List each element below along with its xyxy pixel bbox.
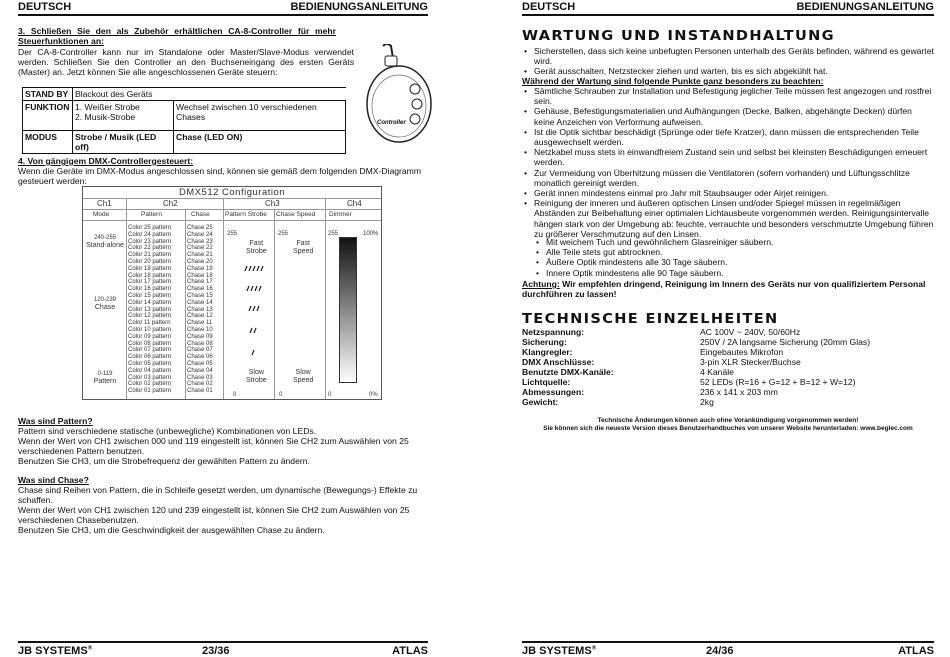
list-item: • Reinigung der inneren und äußeren optischen Linsen und/oder Spiegel müssen in regelmäßigen Abständen zur Beibehaltung einer optimalen Lichtausbeute vorgenommen werden. Reinigungsintervalle hängen stark von der Umgebung ab: feuchte, verrauchte und besonders verschmutzte Umgebung führen zu größerer Verschmutzung auf den Linsen. xyxy=(522,198,934,239)
max-value: 255 xyxy=(278,231,289,237)
table-cell: MODUS xyxy=(23,131,73,154)
chase-text-2: Wenn der Wert von CH1 zwischen 120 und 239 eingestellt ist, können Sie CH2 zum Auswählen von 25 verschiedenen Chasebenutzen. xyxy=(18,505,410,526)
function-item-2: 2. Musik-Strobe xyxy=(75,112,136,122)
maintenance-heading: WARTUNG UND INSTANDHALTUNG xyxy=(522,29,835,44)
spec-row xyxy=(522,377,870,387)
spec-value: 3-pin XLR Stecker/Buchse xyxy=(700,357,801,367)
table-cell: STAND BY xyxy=(23,88,73,101)
list-item: • Gerät ausschalten, Netzstecker ziehen und warten, bis es sich abgekühlt hat. xyxy=(522,66,934,76)
slow-strobe-label: Slow Strobe xyxy=(246,369,267,384)
table-cell xyxy=(73,101,174,131)
page-number: 23/36 xyxy=(202,645,230,657)
header-language: DEUTSCH xyxy=(522,1,576,13)
spec-row xyxy=(522,347,870,357)
page-footer xyxy=(522,641,934,657)
spec-row xyxy=(522,337,870,347)
cleaning-sub-list xyxy=(522,237,934,278)
spec-value: 236 x 141 x 203 mm xyxy=(700,387,778,397)
pattern-text-2: Wenn der Wert von CH1 zwischen 000 und 119 eingestellt ist, können Sie CH2 zum Auswählen von 25 verschiedenen Pattern benutzen. xyxy=(18,436,409,457)
ch1-range: 240-255 Stand-alone xyxy=(86,235,124,249)
controller-label: Controller xyxy=(377,120,406,126)
spec-row xyxy=(522,357,870,367)
max-value: 255 xyxy=(328,231,339,237)
chase-text-3: Benutzen Sie CH3, um die Geschwindigkeit der ausgewählten Chase zu ändern. xyxy=(18,525,325,535)
list-item: • Gehäuse, Befestigungsmaterialien und Aufhängungen (Decke, Balken, abgehängte Decken) dürfen keine Anzeichen von Verformung aufweisen. xyxy=(522,106,934,126)
spec-value: 52 LEDs (R=16 + G=12 + B=12 + W=12) xyxy=(700,377,856,387)
spec-label: Abmessungen: xyxy=(522,387,585,397)
spec-label: Benutzte DMX-Kanäle: xyxy=(522,367,614,377)
mode-label: Pattern Strobe xyxy=(225,211,267,218)
spec-label: Klangregler: xyxy=(522,347,573,357)
footer-brand: JB SYSTEMS® xyxy=(522,645,597,657)
spec-label: Gewicht: xyxy=(522,397,559,407)
mode-label: Pattern xyxy=(141,211,162,218)
spec-row xyxy=(522,397,870,407)
footer-product: ATLAS xyxy=(898,645,934,657)
table-cell: Wechsel zwischen 10 verschiedenen Chases xyxy=(174,101,346,131)
footer-brand: JB SYSTEMS® xyxy=(18,645,93,657)
section4-title: 4. Von gängigem DMX-Controllergesteuert: xyxy=(18,156,194,166)
maintenance-intro-list xyxy=(522,46,934,77)
slow-speed-label: Slow Speed xyxy=(293,369,314,384)
channel-label: Ch2 xyxy=(163,199,178,208)
left-page xyxy=(18,0,428,657)
warning-note: Achtung: Wir empfehlen dringend, Reinigung im Innern des Geräts nur von qualifiziertem Personal durchführen zu lassen! xyxy=(522,279,926,300)
spec-label: Sicherung: xyxy=(522,337,567,347)
page-header xyxy=(18,0,428,16)
spec-value: 2kg xyxy=(700,397,714,407)
changes-note: Technische Änderungen können auch ohne Vorankündigung vorgenommen werden! xyxy=(597,417,859,424)
list-item: • Gerät innen mindestens einmal pro Jahr mit Staubsauger oder Airjet reinigen. xyxy=(522,188,934,198)
spec-row xyxy=(522,387,870,397)
header-title: BEDIENUNGSANLEITUNG xyxy=(796,1,934,13)
pattern-text-3: Benutzen Sie CH3, um die Strobefrequenz der gewählten Pattern zu ändern. xyxy=(18,456,310,466)
max-value: 255 xyxy=(227,231,238,237)
dmx-channel-row xyxy=(83,199,381,210)
page-footer xyxy=(18,641,428,657)
min-value: 0 xyxy=(279,392,283,398)
spec-value: Eingebautes Mikrofon xyxy=(700,347,784,357)
footer-product: ATLAS xyxy=(392,645,428,657)
dimmer-max-percent: 100% xyxy=(363,231,379,237)
mode-label: Mode xyxy=(93,211,110,218)
fast-speed-label: Fast Speed xyxy=(293,240,314,255)
min-value: 0 xyxy=(328,392,332,398)
spec-row xyxy=(522,367,870,377)
pattern-text-1: Pattern sind verschiedene statische (unbewegliche) Kombinationen von LEDs. xyxy=(18,426,317,436)
header-language: DEUTSCH xyxy=(18,1,72,13)
chase-text-1: Chase sind Reihen von Pattern, die in Schleife gesetzt werden, um dynamische (Bewegungs-) Effekte zu schaffen. xyxy=(18,485,418,506)
table-cell: FUNKTION xyxy=(23,101,73,131)
list-item: • Sämtliche Schrauben zur Installation und Befestigung jeglicher Teile müssen fest angezogen und rostfrei sein. xyxy=(522,86,934,106)
list-item: • Mit weichem Tuch und gewöhnlichem Glasreiniger säubern. xyxy=(522,237,934,247)
spec-value: 250V / 2A langsame Sicherung (20mm Glas) xyxy=(700,337,871,347)
ch1-range: 120-239 Chase xyxy=(93,297,117,311)
spec-label: Lichtquelle: xyxy=(522,377,571,387)
list-item: • Sicherstellen, dass sich keine unbefugten Personen unterhalb des Geräts befinden, während es gewartet wird. xyxy=(522,46,934,66)
channel-label: Ch1 xyxy=(97,199,112,208)
right-page xyxy=(522,0,934,657)
dmx-diagram xyxy=(82,186,382,400)
spec-label: DMX Anschlüsse: xyxy=(522,357,595,367)
list-item: • Netzkabel muss stets in einwandfreiem Zustand sein und selbst bei kleinsten Beschädigungen erneuert werden. xyxy=(522,147,934,167)
pattern-question: Was sind Pattern? xyxy=(18,416,93,426)
spec-row xyxy=(522,327,870,337)
pattern-list: Color 25 pattern Color 24 pattern Color 23 pattern Color 22 pattern Color 21 pattern Color 20 pattern Color 19 pattern Color 18 pattern Color 17 pattern Color 16 pattern Color 15 pattern Color 14 pattern Color 13 pattern Color 12 pattern Color 11 pattern Color 10 pattern Color 09 pattern Color 08 pattern Color 07 pattern Color 06 pattern Color 05 pattern Color 04 pattern Color 03 pattern Color 02 pattern Color 01 pattern xyxy=(128,225,172,395)
page-number: 24/36 xyxy=(706,645,734,657)
header-title: BEDIENUNGSANLEITUNG xyxy=(290,1,428,13)
table-cell: Blackout des Geräts xyxy=(73,88,346,101)
spec-value: AC 100V ~ 240V, 50/60Hz xyxy=(700,327,801,337)
list-item: • Innere Optik mindestens alle 90 Tage säubern. xyxy=(522,268,934,278)
section4-text: Wenn die Geräte im DMX-Modus angeschlossen sind, können sie gemäß dem folgenden DMX-Diagramm gesteuert werden: xyxy=(18,166,421,187)
mode-label: Chase Speed xyxy=(276,211,316,218)
list-item: • Ist die Optik sichtbar beschädigt (Sprünge oder tiefe Kratzer), dann müssen die entsprechenden Teile ausgewechselt werden. xyxy=(522,127,934,147)
spec-label: Netzspannung: xyxy=(522,327,585,337)
fast-strobe-label: Fast Strobe xyxy=(246,240,267,255)
chase-list: Chase 25 Chase 24 Chase 23 Chase 22 Chase 21 Chase 20 Chase 19 Chase 18 Chase 17 Chase 16 Chase 15 Chase 14 Chase 13 Chase 12 Chase 11 Chase 10 Chase 09 Chase 08 Chase 07 Chase 06 Chase 05 Chase 04 Chase 03 Chase 02 Chase 01 xyxy=(187,225,213,395)
controller-illustration xyxy=(363,44,435,144)
technical-heading: TECHNISCHE EINZELHEITEN xyxy=(522,312,779,327)
strobe-marks-icon xyxy=(241,265,271,365)
list-item: • Zur Vermeidung von Überhitzung müssen die Ventilatoren (sofern vorhanden) und Lüftungsschlitze monatlich gereinigt werden. xyxy=(522,168,934,188)
section3-text: Der CA-8-Controller kann nur im Standalone oder Master/Slave-Modus verwendet werden. Schließen Sie den Controller an den Buchseneingang des ersten Geräts (Master) an. Jetzt können Sie alle angeschlossenen Geräte steuern: xyxy=(18,47,354,78)
dimmer-gradient-bar xyxy=(339,237,357,383)
ch1-range: 0-119 Pattern xyxy=(93,371,117,385)
chase-question: Was sind Chase? xyxy=(18,475,89,485)
maintenance-subtitle: Während der Wartung sind folgende Punkte ganz besonders zu beachten: xyxy=(522,76,824,86)
dmx-title: DMX512 Configuration xyxy=(83,187,381,199)
mode-label: Dimmer xyxy=(329,211,352,218)
channel-label: Ch3 xyxy=(265,199,280,208)
function-item-1: 1. Weißer Strobe xyxy=(75,102,140,112)
dimmer-min-percent: 0% xyxy=(369,392,378,398)
dmx-mode-row xyxy=(83,210,381,221)
standby-table xyxy=(22,87,346,154)
mode-label: Chase xyxy=(191,211,210,218)
maintenance-list xyxy=(522,86,934,239)
section3-title: 3. Schließen Sie den als Zubehör erhältlichen CA-8-Controller für mehr Steuerfunktionen an: xyxy=(18,26,336,47)
table-cell: Strobe / Musik (LED off) xyxy=(73,131,174,154)
channel-label: Ch4 xyxy=(347,199,362,208)
spec-value: 4 Kanäle xyxy=(700,367,734,377)
list-item: • Äußere Optik mindestens alle 30 Tage säubern. xyxy=(522,257,934,267)
specs-table xyxy=(522,327,870,407)
list-item: • Alle Teile stets gut abtrocknen. xyxy=(522,247,934,257)
table-cell: Chase (LED ON) xyxy=(174,131,346,154)
download-note: Sie können sich die neueste Version dieses Benutzerhandbuches von unserer Website herunterladen: www.beglec.com xyxy=(543,425,913,432)
min-value: 0 xyxy=(233,392,237,398)
page-header xyxy=(522,0,934,16)
